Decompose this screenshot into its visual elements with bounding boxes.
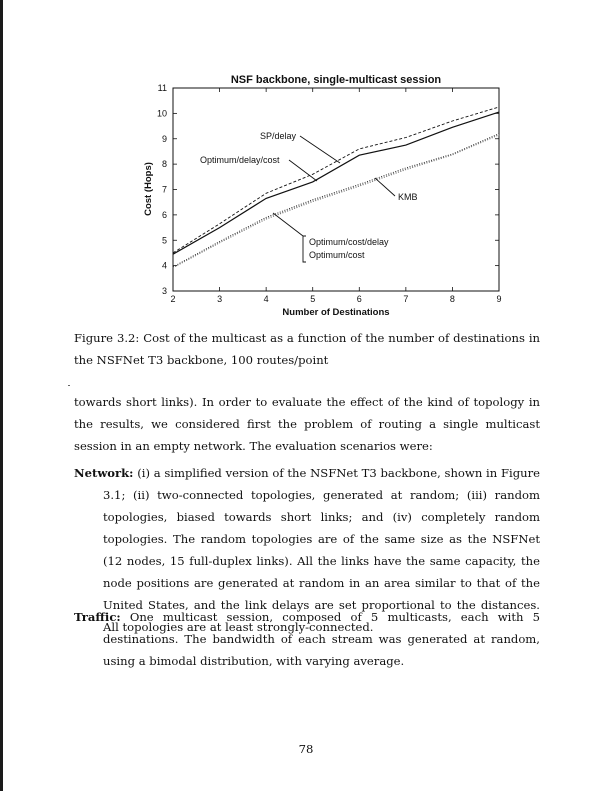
x-tick-label: 6	[356, 294, 362, 304]
y-tick-label: 4	[161, 260, 167, 271]
y-tick-label: 8	[161, 159, 167, 170]
y-tick-label: 7	[161, 184, 167, 195]
annotation-optimum-cost: Optimum/cost	[309, 250, 365, 260]
chart-title: NSF backbone, single-multicast session	[230, 74, 442, 86]
x-tick-label: 3	[217, 294, 223, 304]
page-number: 78	[298, 742, 314, 756]
series-optimum-delay-cost	[173, 112, 499, 254]
body-paragraph: towards short links). In order to evaluate the effect of the kind of topology in the results, we considered first the problem of routing a single multicast session in an empty network. The evaluation scenarios were:	[74, 395, 540, 453]
scenario-traffic	[74, 606, 540, 672]
x-tick-label: 7	[403, 294, 409, 304]
scenario-term: Network:	[74, 466, 134, 480]
y-tick-label: 6	[161, 209, 167, 220]
annotation-optimum-cost-delay: Optimum/cost/delay	[309, 237, 389, 247]
annotation-sp-delay: SP/delay	[260, 131, 297, 141]
x-tick-label: 8	[449, 294, 455, 304]
y-tick-label: 3	[161, 286, 167, 296]
x-tick-label: 4	[263, 294, 269, 304]
y-tick-label: 11	[157, 83, 167, 93]
x-axis-label: Number of Destinations	[282, 307, 390, 318]
annotation-bracket	[303, 236, 306, 262]
scenario-text: One multicast session, composed of 5 multicasts, each with 5 destinations. The bandwidth of each stream was generated at random, using a bimodal distribution, with varying average.	[103, 610, 540, 668]
axis-ticks	[157, 83, 502, 304]
scan-speck	[68, 385, 70, 386]
annotation-optimum-delay-cost: Optimum/delay/cost	[200, 155, 280, 165]
line-chart	[0, 0, 612, 330]
y-tick-label: 10	[156, 108, 167, 119]
x-tick-label: 9	[496, 294, 502, 304]
chart-annotations	[200, 131, 418, 262]
annotation-kmb: KMB	[398, 192, 418, 202]
y-tick-label: 9	[161, 133, 167, 144]
figure-3-2	[0, 0, 612, 330]
y-tick-label: 5	[161, 235, 167, 246]
scenario-term: Traffic:	[74, 610, 121, 624]
y-axis-label: Cost (Hops)	[143, 162, 154, 216]
scenario-text: (i) a simplified version of the NSFNet T3 backbone, shown in Figure 3.1; (ii) two-connected topologies, generated at random; (iii) random topologies, biased towards short links; and (iv) completely random topologies. The random topologies are of the same size as the NSFNet (12 nodes, 15 full-duplex links). All the links have the same capacity, the node positions are generated at random in an area similar to that of the United States, and the link delays are set proportional to the distances. All topologies are at least strongly-connected.	[103, 466, 540, 634]
plot-frame	[173, 88, 499, 291]
x-tick-label: 2	[170, 294, 176, 304]
figure-caption: Figure 3.2: Cost of the multicast as a function of the number of destinations in the NSFNet T3 backbone, 100 routes/point	[74, 331, 540, 367]
series-sp-delay	[173, 107, 499, 253]
x-tick-label: 5	[310, 294, 316, 304]
